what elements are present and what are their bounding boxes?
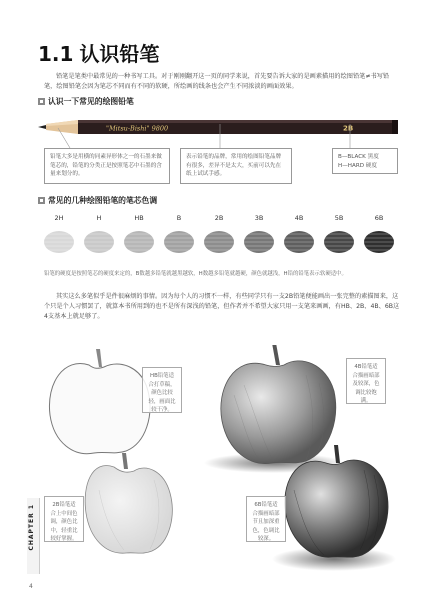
square-marker-icon bbox=[38, 98, 45, 105]
intro-paragraph: 铅笔是笔类中最常见的一种书写工具。对于刚刚翻开这一页的同学来说，首先要告诉大家的是画素描用的绘图铅笔≠书写铅笔，绘图铅笔会因为笔芯不同而有不同的软硬，所绘画的线条也会产生不同浓淡的画面效果。 bbox=[44, 73, 390, 90]
apple-light-sketch bbox=[85, 453, 172, 553]
grade-caption: 铅笔的硬度是按照笔芯的硬度来定的，B数越多铅笔就越黑越软，H数越多铅笔就越硬，颜色就越浅，H铅的铅笔表示软硬适中。 bbox=[44, 271, 347, 277]
section1-heading bbox=[38, 96, 134, 107]
grade-label: 5B bbox=[334, 214, 344, 222]
grade-labels bbox=[44, 214, 400, 224]
section-title bbox=[38, 38, 159, 67]
tone-swatches bbox=[44, 228, 404, 262]
note-6b: 6B铅笔适合描画暗部节且加深重色，色调比较深。 bbox=[246, 496, 286, 542]
grade-label: 2H bbox=[54, 214, 64, 222]
note-hb: HB铅笔适合打草稿，颜色比较轻，画面比较干净。 bbox=[142, 367, 182, 413]
page-number: 4 bbox=[29, 583, 33, 590]
apple-outline-sketch bbox=[49, 349, 150, 454]
grade-label: B bbox=[176, 214, 182, 222]
note-2b: 2B铅笔适合上中间色调，颜色比中，轻重比较好掌握。 bbox=[44, 496, 84, 542]
apple-midtone-drawing bbox=[204, 345, 344, 473]
grade-label: 6B bbox=[374, 214, 384, 222]
callout-brand: 表示铅笔的品牌，常用的绘图铅笔品牌有很多，差异不是太大，买前可以先在纸上试试手感。 bbox=[180, 148, 292, 184]
section-title-text: 认识铅笔 bbox=[79, 42, 160, 66]
grade-label: H bbox=[96, 214, 102, 222]
square-marker-icon bbox=[38, 197, 45, 204]
pencil-brand-text: "Mitsu-Bishi" 9800 bbox=[106, 124, 169, 133]
pencil-grade-text: 2B bbox=[343, 124, 354, 133]
note-4b: 4B铅笔适合描画暗部及较深，色调比较饱满。 bbox=[346, 358, 386, 404]
callout-graphite: 铅笔大多是用横的同素异形体之一的石墨来做笔芯的，铅笔的分类正是按照笔芯中石墨的含量来划分的。 bbox=[44, 148, 170, 184]
section1-heading-text: 认识一下常见的绘图铅笔 bbox=[48, 97, 134, 106]
chapter-tab bbox=[27, 498, 40, 574]
chapter-tab-label: CHAPTER 1 bbox=[28, 504, 35, 551]
callout-grade-legend: B—BLACK 黑度 H—HARD 硬度 bbox=[332, 148, 398, 174]
grade-label: 4B bbox=[294, 214, 304, 222]
section2-heading bbox=[38, 195, 157, 206]
body-paragraph: 其实这么多笔似乎是件很麻烦的事情。因为每个人的习惯不一样，有些同学只有一支2B铅笔便能画出一张完整的素描图来，这个只是个人习惯罢了，就算本书所用到的也不是所有深浅的铅笔，但作者并不希望大家只用一支笔来画画，有HB、2B、4B、6B这4支基本上就足够了。 bbox=[44, 293, 400, 320]
grade-label: 3B bbox=[254, 214, 264, 222]
grade-label: 2B bbox=[214, 214, 224, 222]
pencil-illustration bbox=[38, 112, 398, 142]
grade-label: HB bbox=[134, 214, 144, 222]
section2-heading-text: 常见的几种绘图铅笔的笔芯色调 bbox=[48, 196, 158, 205]
section-number: 1.1 bbox=[38, 42, 74, 66]
